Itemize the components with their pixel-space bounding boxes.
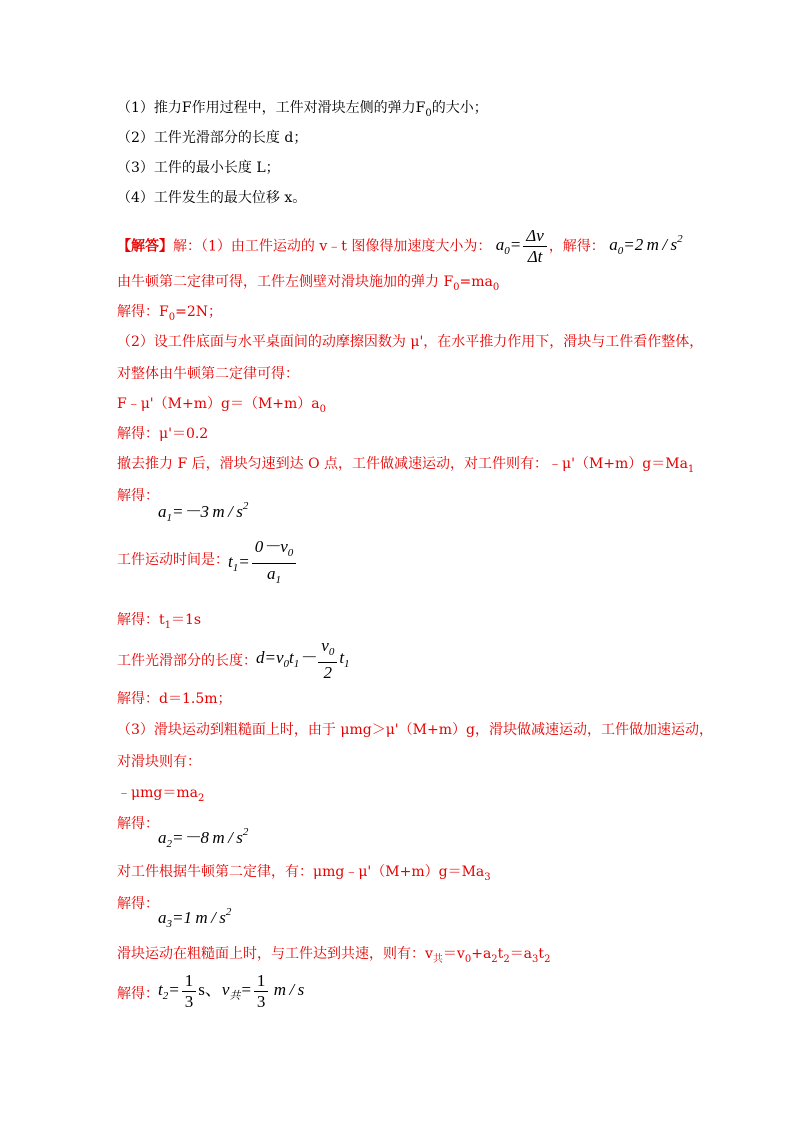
answer-line-3: 解得：$F_0=2N$；	[117, 304, 222, 323]
formula-t2-v: $t_2=$ $\frac{1}{3}$ s、$v_共=$ $\frac{1}{3}$ m / s	[158, 971, 305, 1011]
answer-line-11: 解得：$t_1=1s$	[117, 612, 202, 631]
answer-tag: 【解答】	[117, 238, 173, 255]
answer-line-4: （2）设工件底面与水平桌面间的动摩擦因数为 μ'，在水平推力作用下，滑块与工件看作整体，	[117, 334, 704, 350]
question-3: （3）工件的最小长度 L；	[117, 160, 280, 176]
answer-line-14: （3）滑块运动到粗糙面上时，由于 μmg＞μ'（M+m）g，滑块做减速运动，工件做加速运动，	[117, 722, 713, 738]
answer-line-10: 工件运动时间是：	[117, 552, 229, 568]
formula-t1: $t_1=$ $\frac{0-v_0}{a_1}$	[228, 537, 298, 590]
answer-line-21: 解得：	[117, 986, 159, 1002]
formula-a3: $a_3=1$ m / $s^2$	[158, 906, 232, 930]
answer-line-13: 解得：d＝1.5m；	[117, 691, 232, 707]
answer-line-20: 滑块运动在粗糙面上时，与工件达到共速，则有：$v_共=v_0+a_2t_2=a_3t_2$	[117, 946, 551, 965]
answer-line-16: $﹣\mu mg=ma_2$	[117, 785, 205, 804]
formula-a0-value: $a_0=2$ m / $s^2$	[609, 233, 683, 258]
answer-line-6: $F﹣\mu'(M+m)g=(M+m)a_0$	[117, 396, 327, 415]
answer-line-15: 对滑块则有：	[117, 754, 201, 770]
answer-line-18: 对工件根据牛顿第二定律，有：$\mu mg﹣\mu'(M+m)g=Ma_3$	[117, 864, 491, 883]
answer-line-7: 解得：μ'＝0.2	[117, 426, 209, 442]
formula-d: $d=v_0t_1-$ $\frac{v_0}{2}$ $t_1$	[256, 636, 350, 682]
answer-line-2: 由牛顿第二定律可得，工件左侧壁对滑块施加的弹力 $F_0=ma_0$	[117, 274, 500, 293]
formula-a1: $a_1=-3$ m / $s^2$	[158, 500, 249, 524]
answer-line-5: 对整体由牛顿第二定律可得：	[117, 366, 299, 382]
answer-line-1: 【解答】解：（1）由工件运动的 v﹣t 图像得加速度大小为： $a_0=$ $\frac{\Delta v}{\Delta t}$ ，解得： $a_0=2$ m / $s^2$	[117, 226, 683, 266]
formula-a0-definition: $a_0=$ $\frac{\Delta v}{\Delta t}$	[496, 235, 549, 254]
question-4: （4）工件发生的最大位移 x。	[117, 190, 307, 206]
formula-a2: $a_2=-8$ m / $s^2$	[158, 826, 249, 850]
answer-line-8: 撤去推力 F 后，滑块匀速到达 O 点，工件做减速运动，对工件则有：$﹣\mu'(M+m)g=Ma_1$	[117, 456, 695, 475]
answer-line-19: 解得：	[117, 896, 159, 912]
answer-line-12: 工件光滑部分的长度：	[117, 653, 257, 669]
question-2: （2）工件光滑部分的长度 d；	[117, 130, 308, 146]
answer-line-17: 解得：	[117, 816, 159, 832]
question-1: （1）推力F作用过程中，工件对滑块左侧的弹力$F_0$的大小；	[117, 100, 488, 119]
answer-line-9: 解得：	[117, 488, 159, 504]
